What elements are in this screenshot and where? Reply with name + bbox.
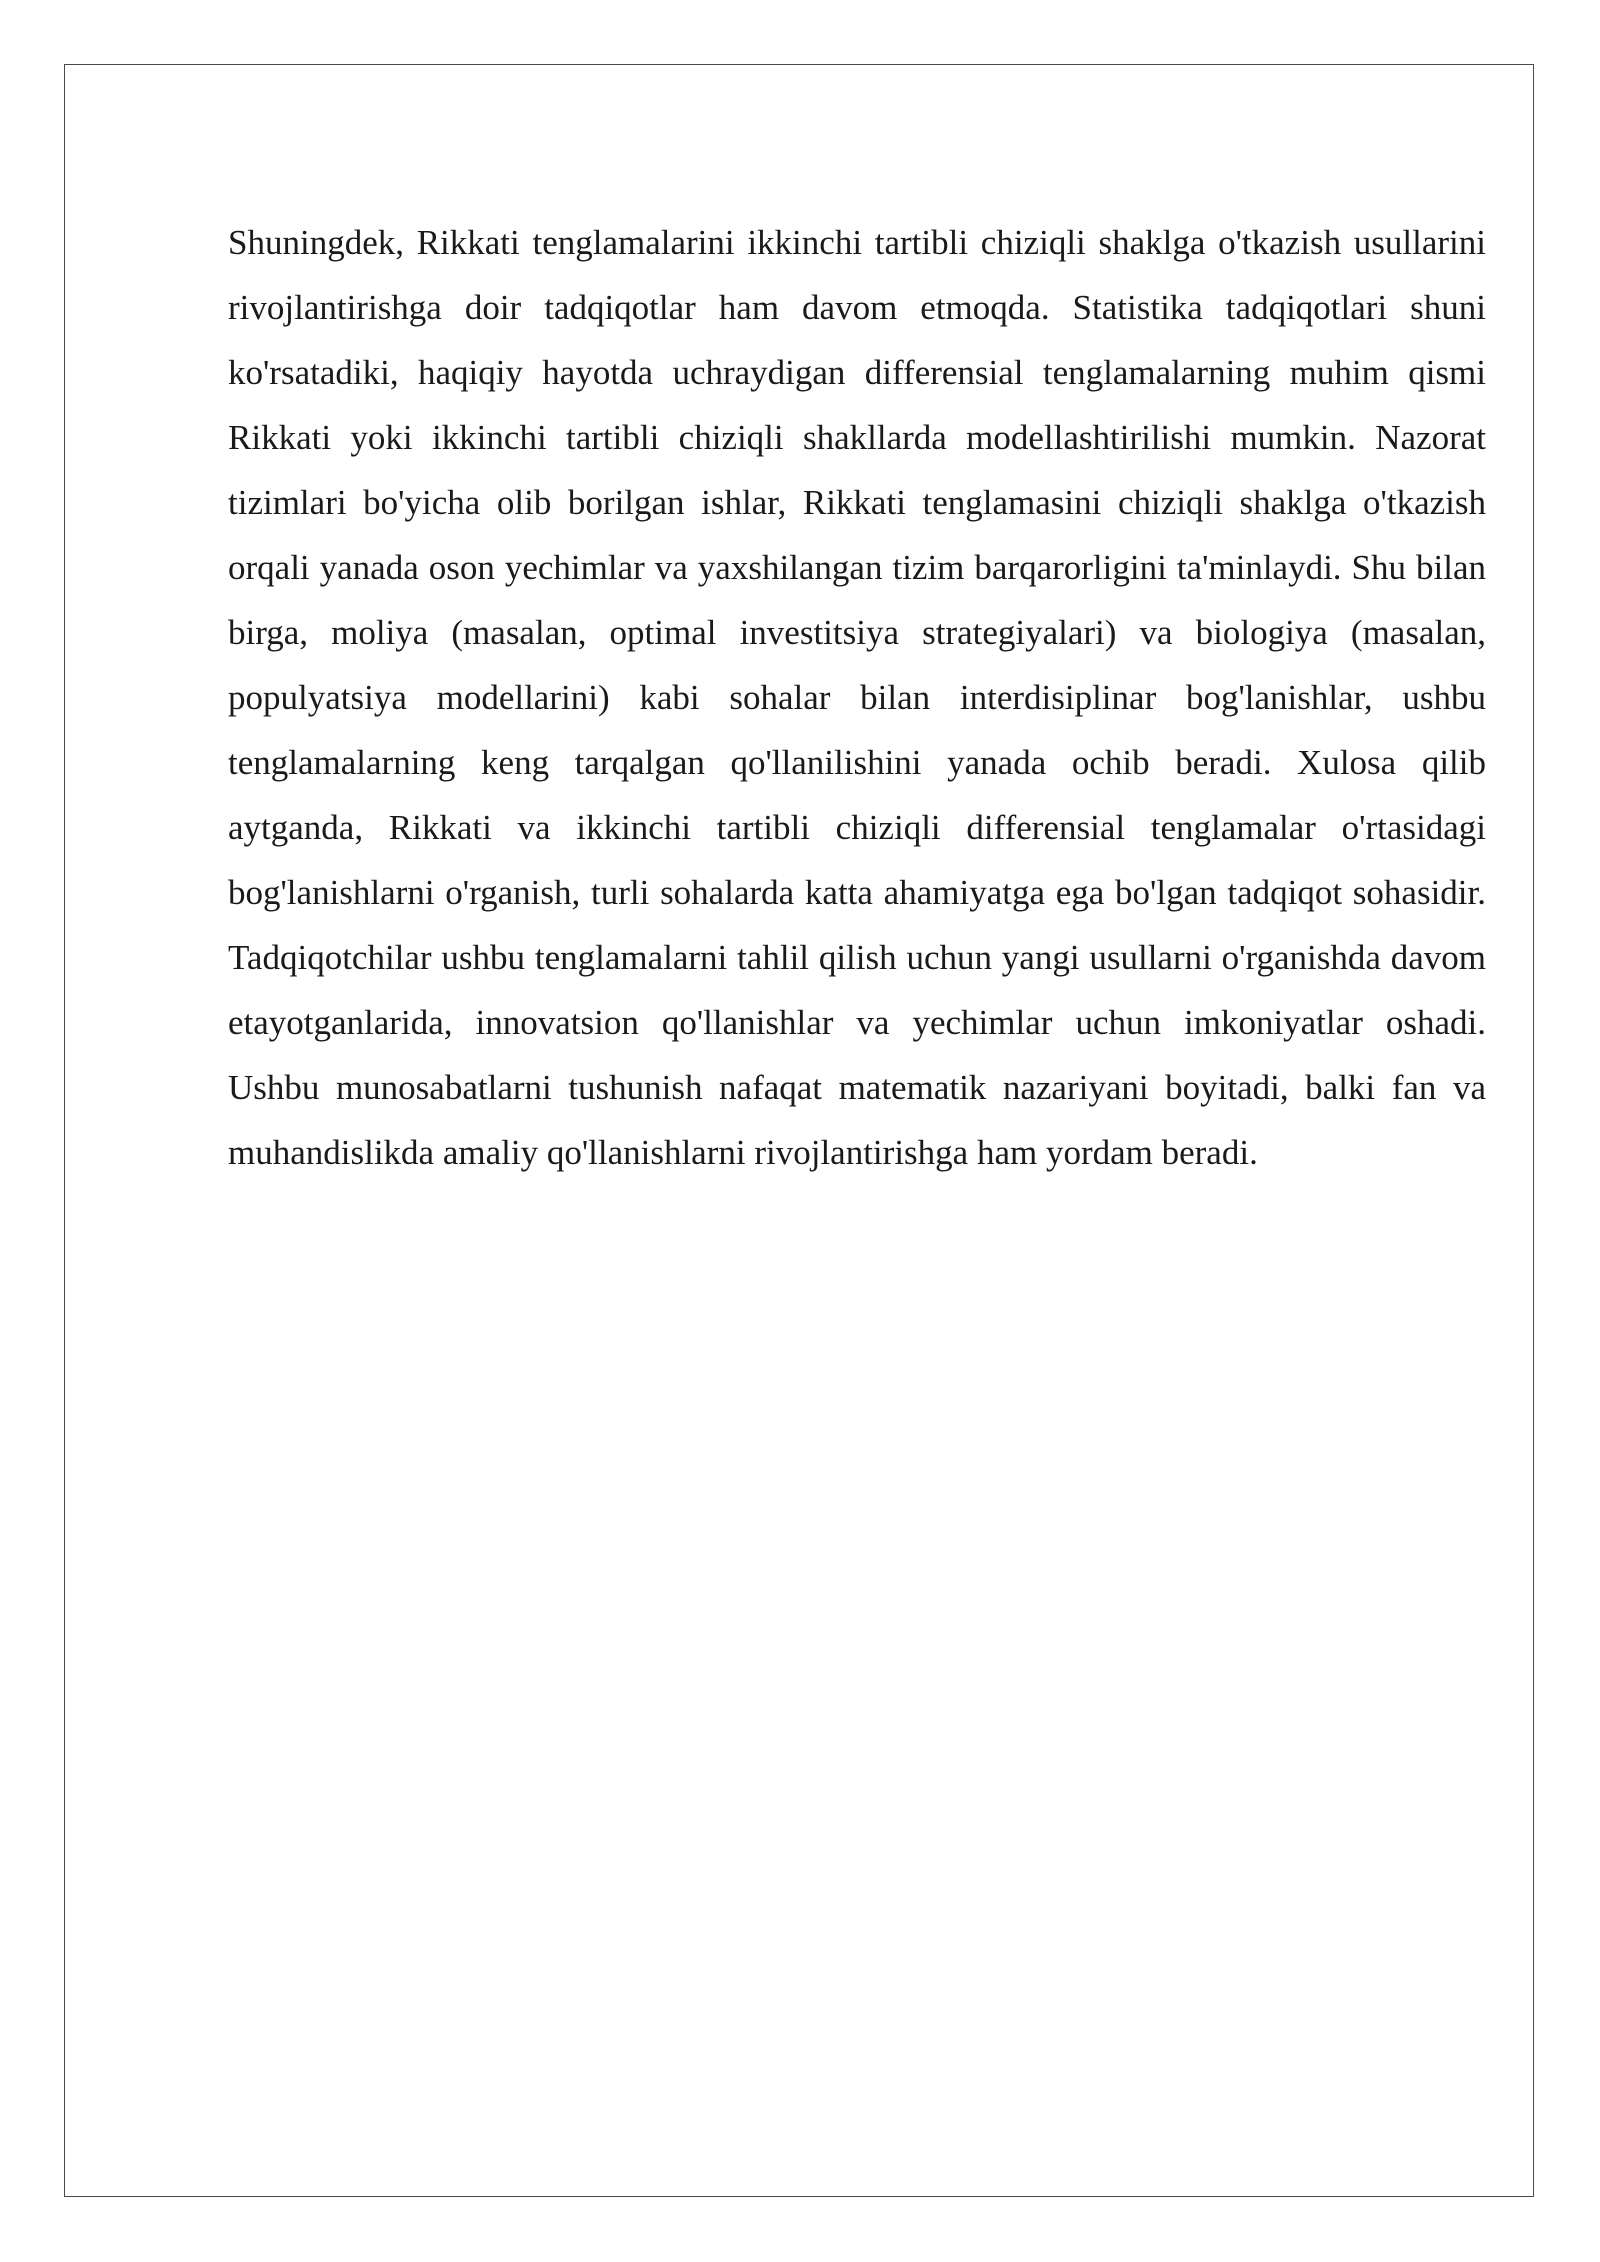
body-paragraph: Shuningdek, Rikkati tenglamalarini ikkinchi tartibli chiziqli shaklga o'tkazish usullarini rivojlantirishga doir tadqiqotlar ham davom etmoqda. Statistika tadqiqotlari shuni ko'rsatadiki, haqiqiy hayotda uchraydigan differensial tenglamalarning muhim qismi Rikkati yoki ikkinchi tartibli chiziqli shakllarda modellashtirilishi mumkin. Nazorat tizimlari bo'yicha olib borilgan ishlar, Rikkati tenglamasini chiziqli shaklga o'tkazish orqali yanada oson yechimlar va yaxshilangan tizim barqarorligini ta'minlaydi. Shu bilan birga, moliya (masalan, optimal investitsiya strategiyalari) va biologiya (masalan, populyatsiya modellarini) kabi sohalar bilan interdisiplinar bog'lanishlar, ushbu tenglamalarning keng tarqalgan qo'llanilishini yanada ochib beradi. Xulosa qilib aytganda, Rikkati va ikkinchi tartibli chiziqli differensial tenglamalar o'rtasidagi bog'lanishlarni o'rganish, turli sohalarda katta ahamiyatga ega bo'lgan tadqiqot sohasidir. Tadqiqotchilar ushbu tenglamalarni tahlil qilish uchun yangi usullarni o'rganishda davom etayotganlarida, innovatsion qo'llanishlar va yechimlar uchun imkoniyatlar oshadi. Ushbu munosabatlarni tushunish nafaqat matematik nazariyani boyitadi, balki fan va muhandislikda amaliy qo'llanishlarni rivojlantirishga ham yordam beradi. [228,223,1486,1172]
